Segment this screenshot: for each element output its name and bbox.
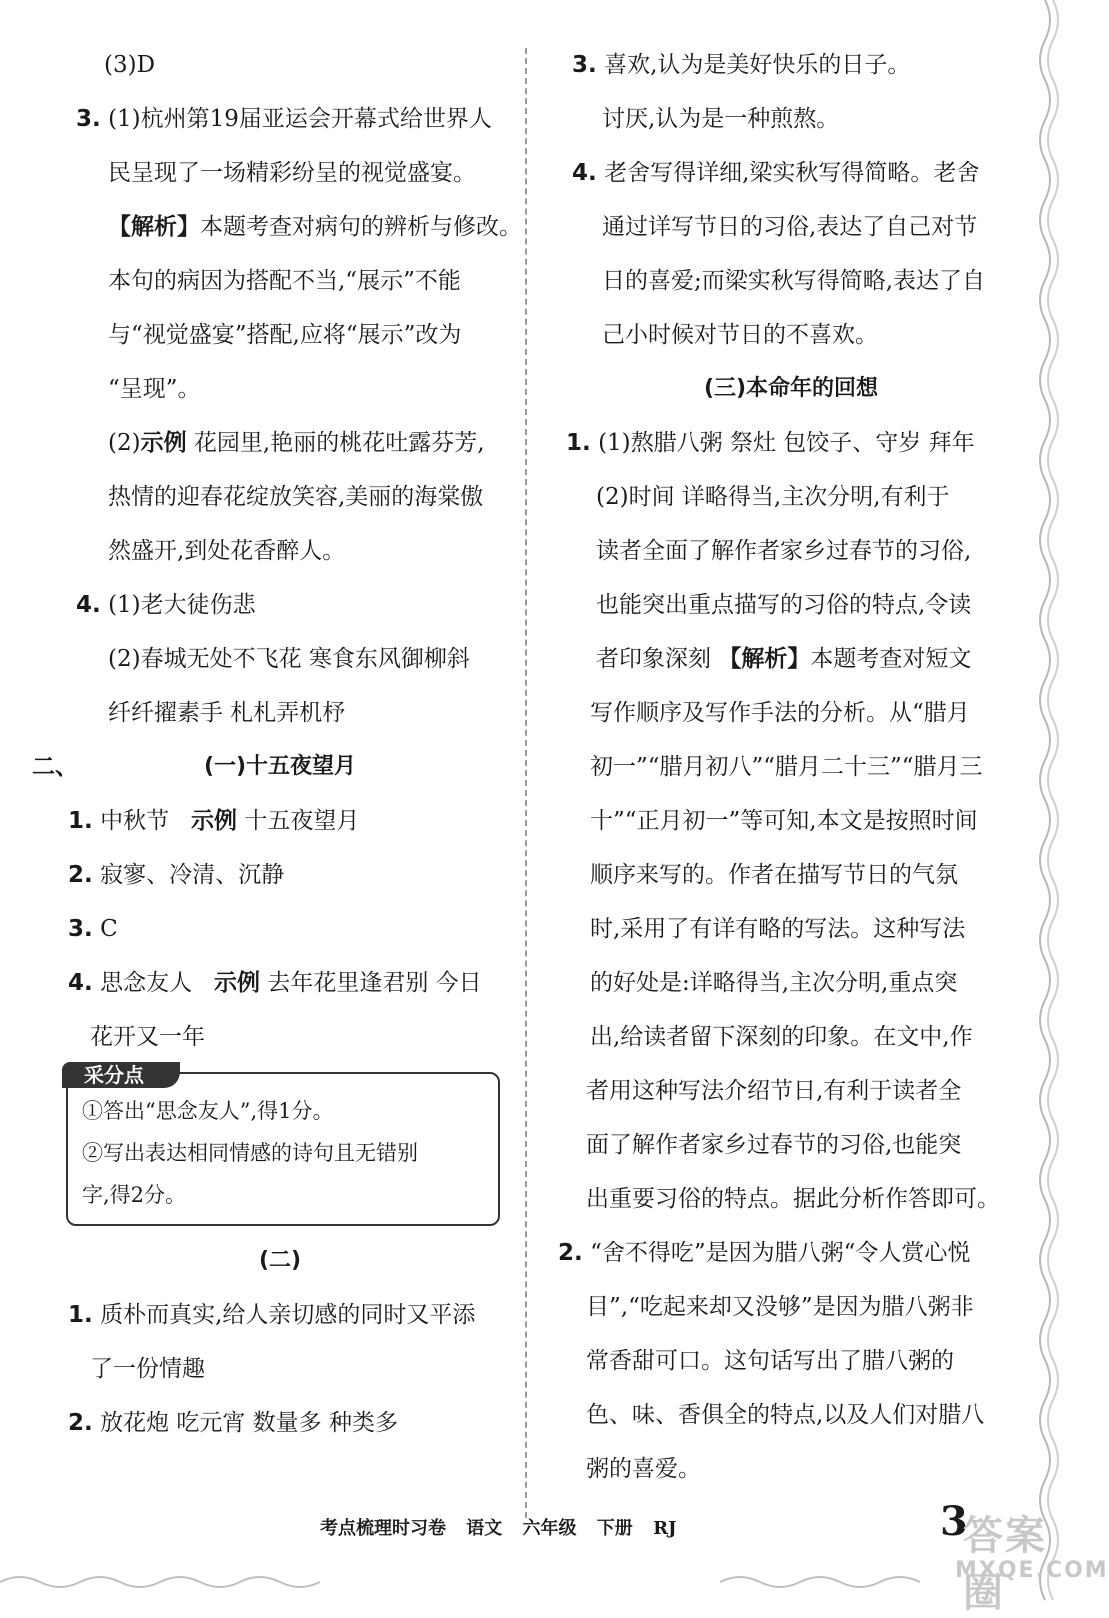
answer-line: 民呈现了一场精彩纷呈的视觉盛宴。	[108, 160, 476, 186]
answer-text: 喜欢,认为是美好快乐的日子。	[604, 52, 911, 78]
answer-line: 花开又一年	[90, 1024, 205, 1050]
question-number: 4.	[572, 160, 597, 186]
section-label: 二、	[32, 754, 78, 780]
question-item	[60, 794, 500, 848]
answer-text: “舍不得吃”是因为腊八粥“令人赏心悦	[590, 1240, 971, 1266]
question-number: 1.	[566, 430, 591, 456]
wavy-page-border-bottom	[0, 1560, 1067, 1600]
question-number: 3.	[68, 916, 93, 942]
question-3	[60, 92, 500, 146]
left-column	[32, 38, 522, 1450]
answer-line: 了一份情趣	[90, 1356, 205, 1382]
answer-line: 粥的喜爱。	[586, 1456, 701, 1482]
question-number: 2.	[558, 1240, 583, 1266]
answer-line	[60, 416, 500, 470]
answer-text: (1)杭州第19届亚运会开幕式给世界人	[108, 106, 492, 132]
answer-text: 思念友人	[100, 970, 193, 996]
scoring-points-title: 采分点	[62, 1062, 180, 1088]
question-number: 3.	[76, 106, 101, 132]
answer-text: 寂寥、冷清、沉静	[100, 862, 285, 888]
analysis-line: 时,采用了有详有略的写法。这种写法	[590, 916, 966, 942]
answer-line: 通过详写节日的习俗,表达了自己对节	[602, 214, 978, 240]
answer-line: 热情的迎春花绽放笑容,美丽的海棠傲	[108, 484, 484, 510]
answer-line: 色、味、香俱全的特点,以及人们对腊八	[586, 1402, 985, 1428]
analysis-line: 者用这种写法介绍节日,有利于读者全	[586, 1078, 962, 1104]
answer-text: 花园里,艳丽的桃花吐露芬芳,	[193, 430, 485, 456]
answer-text: 质朴而真实,给人亲切感的同时又平添	[100, 1302, 476, 1328]
question-item	[558, 1226, 1010, 1280]
question-4	[60, 578, 500, 632]
answer-text: 放花炮 吃元宵 数量多 种类多	[100, 1410, 398, 1436]
question-number: 3.	[572, 52, 597, 78]
example-tag: 示例	[191, 808, 237, 834]
example-tag: 示例	[214, 970, 260, 996]
column-divider	[525, 48, 527, 1518]
watermark	[955, 1500, 1109, 1616]
analysis-line: 面了解作者家乡过春节的习俗,也能突	[586, 1132, 962, 1158]
scoring-point: 字,得2分。	[82, 1183, 187, 1207]
question-number: 2.	[68, 862, 93, 888]
question-item	[572, 146, 1010, 200]
answer-text: C	[100, 916, 118, 942]
question-item	[60, 1396, 500, 1450]
section-title: (一)十五夜望月	[203, 754, 357, 779]
wavy-page-border-right	[1027, 0, 1067, 1600]
answer-text: 者印象深刻	[596, 646, 711, 672]
question-item	[60, 956, 500, 1010]
analysis-line: 写作顺序及写作手法的分析。从“腊月	[590, 700, 970, 726]
analysis-line: 出,给读者留下深刻的印象。在文中,作	[590, 1024, 973, 1050]
scoring-point: ①答出“思念友人”,得1分。	[82, 1099, 334, 1123]
answer-line: 然盛开,到处花香醉人。	[108, 538, 346, 564]
analysis-line: 十”“正月初一”等可知,本文是按照时间	[590, 808, 978, 834]
question-number: 1.	[68, 808, 93, 834]
question-item	[60, 902, 500, 956]
answer-line: (2)春城无处不飞花 寒食东风御柳斜	[108, 646, 470, 672]
watermark-url: MXQE.COM	[955, 1558, 1109, 1583]
question-item	[60, 1288, 500, 1342]
answer-text: 去年花里逢君别 今日	[267, 970, 482, 996]
scoring-points-box	[66, 1063, 500, 1226]
analysis-line: 的好处是:详略得当,主次分明,重点突	[590, 970, 958, 996]
section-2-heading	[32, 740, 500, 794]
answer-line: 日的喜爱;而梁实秋写得简略,表达了自	[602, 268, 986, 294]
answer-line: (3)D	[104, 52, 156, 78]
answer-line	[572, 632, 1010, 686]
analysis-line: 出重要习俗的特点。据此分析作答即可。	[586, 1186, 1000, 1212]
question-item	[566, 416, 1010, 470]
watermark-text: 答案圈	[963, 1513, 1047, 1616]
question-number: 2.	[68, 1410, 93, 1436]
answer-line: (2)时间 详略得当,主次分明,有利于	[596, 484, 950, 510]
question-item	[572, 38, 1010, 92]
example-tag: 示例	[140, 430, 187, 456]
analysis-tag: 【解析】	[718, 646, 811, 672]
analysis-line: 初一”“腊月初八”“腊月二十三”“腊月三	[590, 754, 983, 780]
subsection-title: (二)	[258, 1248, 302, 1273]
answer-line: 常香甜可口。这句话写出了腊八粥的	[586, 1348, 954, 1374]
analysis-line: 与“视觉盛宴”搭配,应将“展示”改为	[108, 322, 462, 348]
answer-line: 纤纤擢素手 札札弄机杼	[108, 700, 346, 726]
answer-text: (1)老大徒伤悲	[108, 592, 256, 618]
page-number: 3	[940, 1498, 968, 1545]
answer-line: 目”,“吃起来却又没够”是因为腊八粥非	[586, 1294, 974, 1320]
answer-line: 读者全面了解作者家乡过春节的习俗,	[596, 538, 972, 564]
analysis-tag: 【解析】	[108, 214, 200, 240]
page-footer: 考点梳理时习卷 语文 六年级 下册 RJ	[320, 1518, 677, 1539]
scoring-point: ②写出表达相同情感的诗句且无错别	[82, 1141, 418, 1165]
analysis-line: 本句的病因为搭配不当,“展示”不能	[108, 268, 461, 294]
analysis-text: 本题考查对病句的辨析与修改。	[200, 214, 522, 240]
answer-text: 中秋节	[100, 808, 170, 834]
answer-text: 十五夜望月	[244, 808, 360, 834]
answer-text: 老舍写得详细,梁实秋写得简略。老舍	[604, 160, 980, 186]
right-column	[558, 38, 1010, 1496]
sub-number: (2)	[108, 430, 141, 456]
answer-text: (1)熬腊八粥 祭灶 包饺子、守岁 拜年	[598, 430, 975, 456]
question-item	[60, 848, 500, 902]
analysis-text: 本题考查对短文	[810, 646, 972, 672]
answer-line: 讨厌,认为是一种煎熬。	[602, 106, 840, 132]
analysis-line: 顺序来写的。作者在描写节日的气氛	[590, 862, 958, 888]
question-number: 4.	[68, 970, 93, 996]
answer-line: 也能突出重点描写的习俗的特点,令读	[596, 592, 972, 618]
subsection-title: (三)本命年的回想	[703, 376, 879, 401]
answer-line: 己小时候对节日的不喜欢。	[602, 322, 878, 348]
analysis-line: “呈现”。	[108, 376, 201, 402]
question-number: 4.	[76, 592, 101, 618]
question-number: 1.	[68, 1302, 93, 1328]
analysis-line	[60, 200, 522, 254]
